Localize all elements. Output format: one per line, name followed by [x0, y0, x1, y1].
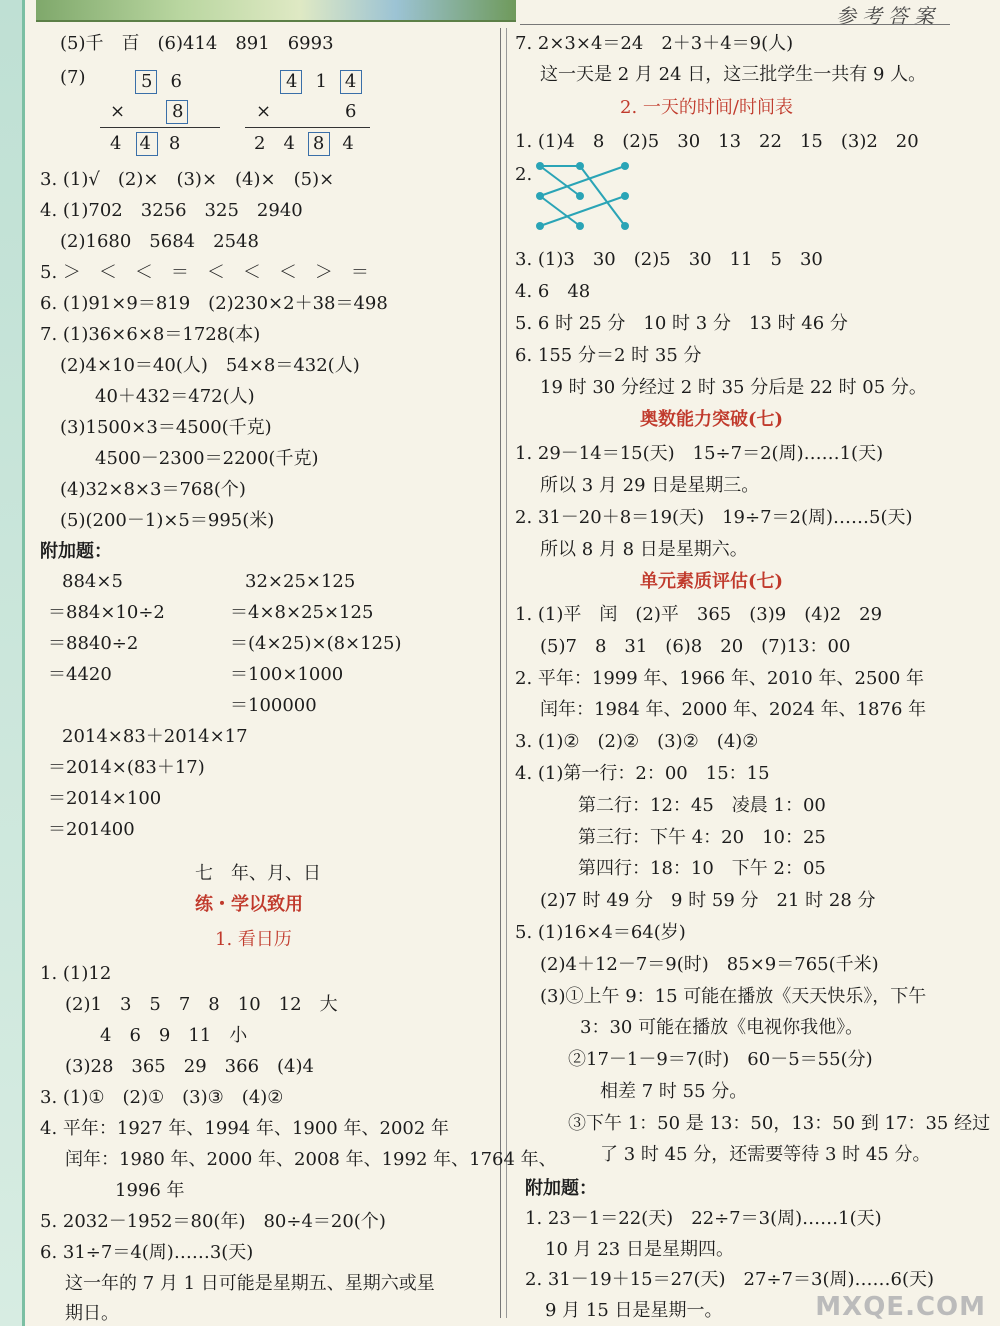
answer-line: (3)①上午 9：15 可能在播放《天天快乐》，下午 [540, 986, 927, 1007]
answer-line: 7. (1)36×6×8＝1728(本) [40, 324, 261, 345]
calc-step: ＝(4×25)×(8×125) [230, 633, 402, 654]
answer-line: 第二行：12：45 凌晨 1：00 [578, 795, 826, 816]
answer-line: 3：30 可能在播放《电视你我他》。 [580, 1017, 864, 1038]
mult-result: 2 4 8 4 [254, 133, 354, 154]
answer-line: 期日。 [65, 1303, 119, 1324]
answer-line: 3. (1)√ (2)× (3)× (4)× (5)× [40, 169, 335, 190]
answer-line: 2. 31－20＋8＝19(天) 19÷7＝2(周)……5(天) [515, 507, 913, 528]
answer-line: 闰年：1980 年、2000 年、2008 年、1992 年、1764 年、 [65, 1149, 557, 1170]
match-dot [576, 162, 584, 170]
answer-label: 2. [515, 164, 533, 185]
calc-step: ＝2014×(83＋17) [48, 757, 205, 778]
answer-line: 5. ＞ ＜ ＜ ＝ ＜ ＜ ＜ ＞ ＝ [40, 262, 369, 283]
answer-line: 7. 2×3×4＝24 2＋3＋4＝9(人) [515, 33, 794, 54]
answer-line: 1. (1)12 [40, 963, 112, 984]
mult-top-digits: 4 1 4 [286, 71, 357, 92]
match-line [540, 196, 625, 226]
calc-step: ＝884×10÷2 [48, 602, 165, 623]
header-banner-image [36, 0, 516, 22]
answer-line: 相差 7 时 55 分。 [600, 1081, 748, 1102]
answer-line: 2. 平年：1999 年、1966 年、2010 年、2500 年 [515, 668, 925, 689]
answer-line: 这一年的 7 月 1 日可能是星期五、星期六或星 [65, 1273, 435, 1294]
answer-line: 4500－2300＝2200(千克) [95, 448, 319, 469]
answer-line: (5)7 8 31 (6)8 20 (7)13：00 [540, 636, 851, 657]
answer-line: (5)(200－1)×5＝995(米) [60, 510, 275, 531]
match-dot [536, 162, 544, 170]
section-title: 单元素质评估(七) [640, 571, 784, 592]
answer-line: 4. 平年：1927 年、1994 年、1900 年、2002 年 [40, 1118, 450, 1139]
answer-line: ③下午 1：50 是 13：50，13：50 到 17：35 经过 [568, 1113, 991, 1134]
section-title: 奥数能力突破(七) [640, 409, 784, 430]
answer-line: 6. 155 分＝2 时 35 分 [515, 345, 702, 366]
answer-line: 6. (1)91×9＝819 (2)230×2＋38＝498 [40, 293, 388, 314]
mult-result: 4 4 8 [110, 133, 181, 154]
answer-line: 第三行：下午 4：20 10：25 [578, 827, 826, 848]
header-right-text: 参考答案 [836, 4, 940, 28]
match-dot [576, 222, 584, 230]
column-divider-2 [506, 28, 507, 1318]
answer-line: 1. 23－1＝22(天) 22÷7＝3(周)……1(天) [525, 1208, 882, 1229]
mult-rule [245, 127, 370, 128]
answer-line: 4. (1)702 3256 325 2940 [40, 200, 303, 221]
calc-step: 2014×83＋2014×17 [62, 726, 248, 747]
calc-step: ＝4420 [48, 664, 112, 685]
answer-line: 19 时 30 分经过 2 时 35 分后是 22 时 05 分。 [540, 377, 927, 398]
answer-line: 1. (1)平 闰 (2)平 365 (3)9 (4)2 29 [515, 604, 883, 625]
mult-rule [100, 127, 220, 128]
answer-line: ②17－1－9＝7(时) 60－5＝55(分) [568, 1049, 873, 1070]
answer-line: (2)1680 5684 2548 [60, 231, 259, 252]
answer-line: (3)28 365 29 366 (4)4 [65, 1056, 314, 1077]
match-line [540, 196, 580, 226]
section-title: 练・学以致用 [195, 894, 303, 915]
mult-multiplier: 6 [345, 101, 357, 122]
bonus-heading: 附加题： [525, 1178, 597, 1199]
answer-line: 了 3 时 45 分，还需要等待 3 时 45 分。 [600, 1144, 931, 1165]
watermark: MXQE.COM [815, 1292, 986, 1322]
answer-label: (7) [60, 67, 86, 88]
answer-line: 所以 8 月 8 日是星期六。 [540, 539, 748, 560]
answer-line: 闰年：1984 年、2000 年、2024 年、1876 年 [540, 699, 927, 720]
answer-line: (3)1500×3＝4500(千克) [60, 417, 272, 438]
answer-line: 6. 31÷7＝4(周)……3(天) [40, 1242, 254, 1263]
match-dot [536, 192, 544, 200]
left-edge-stripe [0, 0, 25, 1326]
mult-sign: × [256, 101, 272, 122]
answer-line: 40＋432＝472(人) [95, 386, 255, 407]
answer-line: 3. (1)① (2)① (3)③ (4)② [40, 1087, 284, 1108]
subsection-title: 2. 一天的时间/时间表 [620, 97, 793, 118]
answer-line: 4. 6 48 [515, 281, 591, 302]
answer-line: 1. 29－14＝15(天) 15÷7＝2(周)……1(天) [515, 443, 884, 464]
answer-line: (2)4×10＝40(人) 54×8＝432(人) [60, 355, 360, 376]
answer-line: 所以 3 月 29 日是星期三。 [540, 475, 760, 496]
match-dot [621, 192, 629, 200]
match-dot [621, 222, 629, 230]
subsection-title: 1. 看日历 [215, 929, 292, 950]
mult-multiplier: 8 [172, 101, 184, 122]
match-dot [536, 222, 544, 230]
match-line [540, 166, 580, 196]
calc-step: ＝2014×100 [48, 788, 162, 809]
answer-line: 9 月 15 日是星期一。 [545, 1300, 723, 1321]
calc-step: ＝100×1000 [230, 664, 344, 685]
chapter-title: 七 年、月、日 [195, 863, 321, 884]
answer-line: 10 月 23 日是星期四。 [545, 1239, 734, 1260]
bonus-heading: 附加题： [40, 541, 112, 562]
answer-line: 5. 2032－1952＝80(年) 80÷4＝20(个) [40, 1211, 386, 1232]
calc-step: ＝100000 [230, 695, 317, 716]
answer-line: (2)7 时 49 分 9 时 59 分 21 时 28 分 [540, 890, 876, 911]
answer-line: 这一天是 2 月 24 日，这三批学生一共有 9 人。 [540, 64, 927, 85]
calc-step: 32×25×125 [245, 571, 356, 592]
answer-line: 2. 31－19＋15＝27(天) 27÷7＝3(周)……6(天) [525, 1269, 934, 1290]
answer-line: (2)1 3 5 7 8 10 12 大 [65, 994, 338, 1015]
answer-line: 4 6 9 11 小 [100, 1025, 248, 1046]
answer-line: 5. 6 时 25 分 10 时 3 分 13 时 46 分 [515, 313, 848, 334]
answer-line: 5. (1)16×4＝64(岁) [515, 922, 686, 943]
calc-step: ＝8840÷2 [48, 633, 139, 654]
match-dot [576, 192, 584, 200]
answer-line: 第四行：18：10 下午 2：05 [578, 858, 826, 879]
mult-top-digits: 5 6 [141, 71, 182, 92]
column-divider [500, 28, 501, 1318]
answer-line: (2)4＋12－7＝9(时) 85×9＝765(千米) [540, 954, 879, 975]
answer-line: (5)千 百 (6)414 891 6993 [60, 33, 334, 54]
calc-step: ＝201400 [48, 819, 135, 840]
mult-sign: × [110, 101, 126, 122]
answer-line: 1996 年 [115, 1180, 185, 1201]
answer-line: 4. (1)第一行：2：00 15：15 [515, 763, 770, 784]
answer-line: 1. (1)4 8 (2)5 30 13 22 15 (3)2 20 [515, 131, 919, 152]
header-rule [520, 24, 950, 25]
match-dot [621, 162, 629, 170]
calc-step: 884×5 [62, 571, 123, 592]
answer-line: (4)32×8×3＝768(个) [60, 479, 246, 500]
matching-diagram [528, 156, 638, 236]
answer-line: 3. (1)② (2)② (3)② (4)② [515, 731, 759, 752]
calc-step: ＝4×8×25×125 [230, 602, 374, 623]
answer-line: 3. (1)3 30 (2)5 30 11 5 30 [515, 249, 823, 270]
